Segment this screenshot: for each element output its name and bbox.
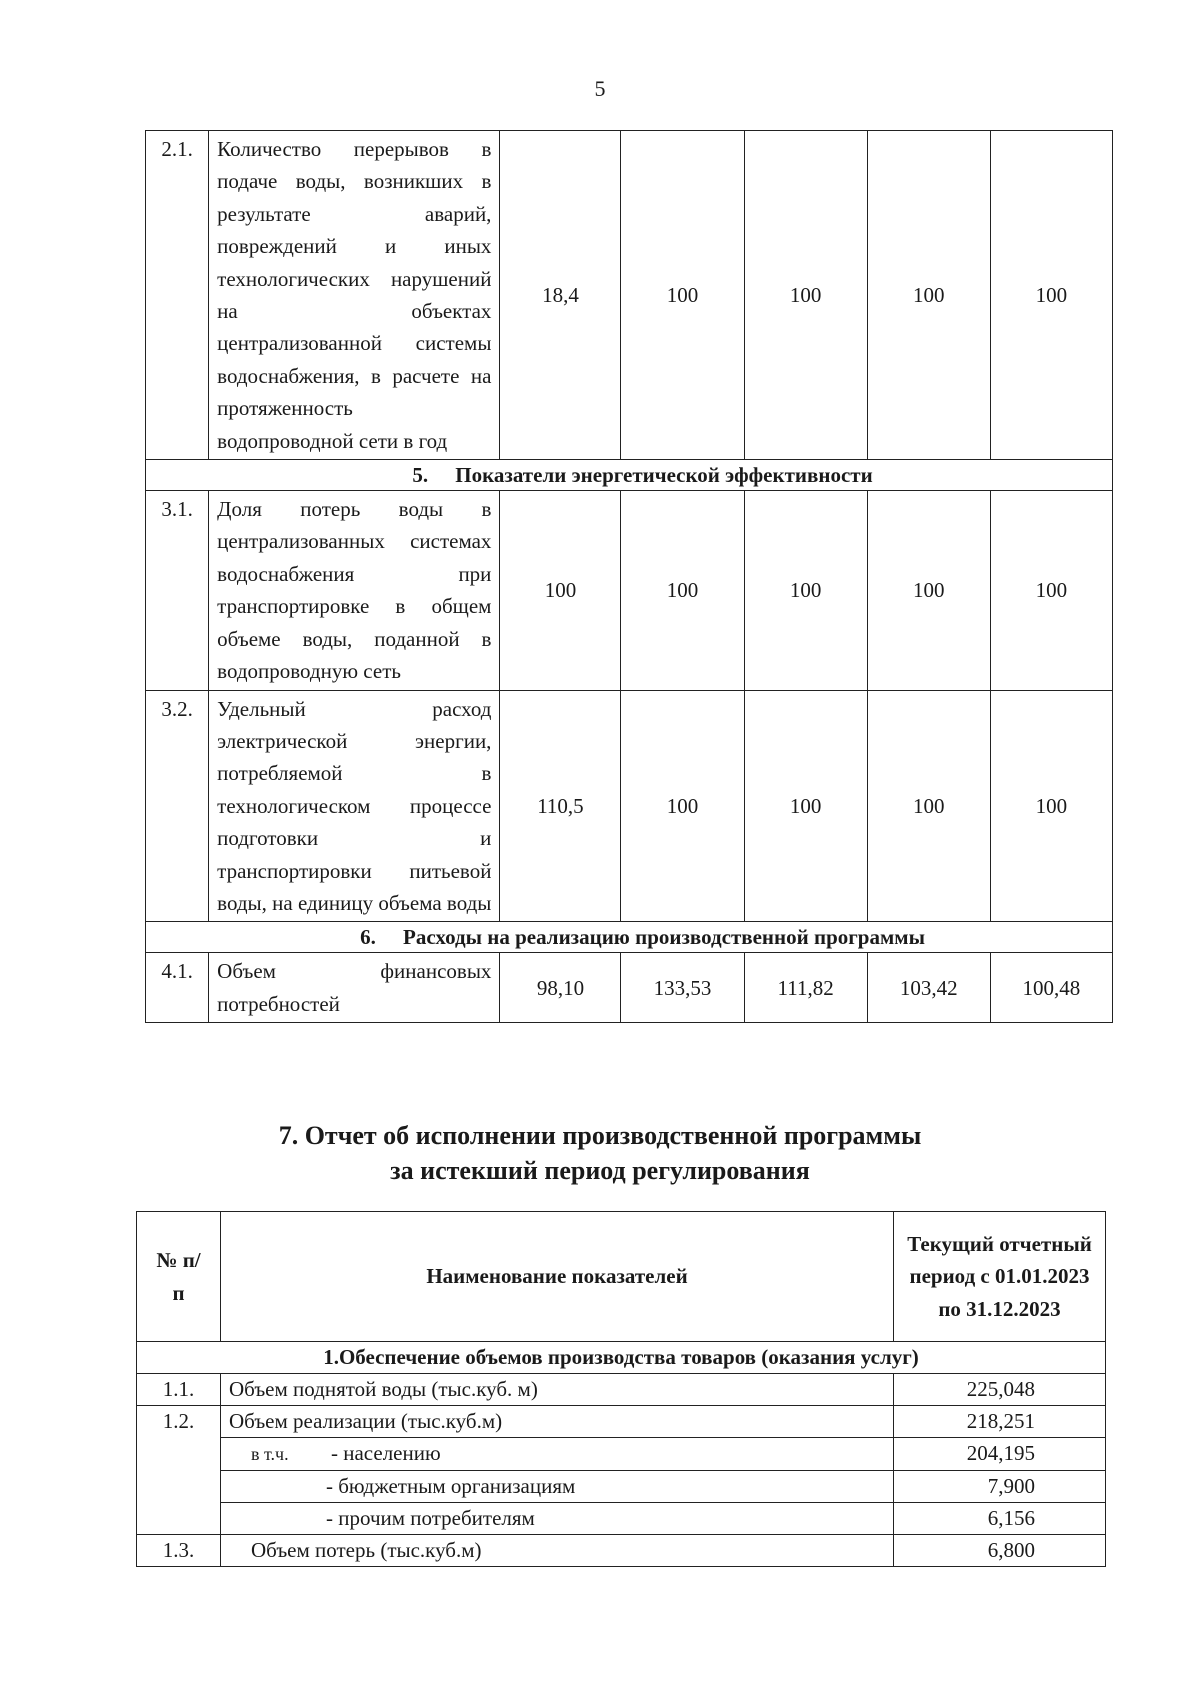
- table-row: [137, 1438, 1106, 1471]
- row-number: 2.1.: [146, 131, 209, 460]
- report-title: [0, 1118, 1200, 1188]
- indicator-value: 100: [500, 491, 621, 690]
- indicator-name: Количество перерывов в подаче воды, возникших в результате аварий, повреждений и иных технологических нарушений на объектах централизованной системы водоснабжения, в расчете на протяженность водопроводной сети в год: [209, 131, 500, 460]
- table-row: [137, 1374, 1106, 1406]
- section-number: 5.: [412, 463, 429, 488]
- indicator-value: 100: [744, 491, 867, 690]
- indicators-table: [145, 130, 1113, 1023]
- section-row: [146, 922, 1113, 953]
- indicator-value: 100,48: [990, 953, 1112, 1023]
- header-name: Наименование показателей: [221, 1212, 894, 1342]
- indicator-value: 100: [990, 131, 1112, 460]
- indicator-value: 225,048: [894, 1374, 1106, 1406]
- indicator-name: Объем потерь (тыс.куб.м): [221, 1535, 894, 1567]
- indicator-name: Объем поднятой воды (тыс.куб. м): [221, 1374, 894, 1406]
- header-row: [137, 1212, 1106, 1342]
- indicator-value: 100: [867, 131, 990, 460]
- indicator-value: 100: [621, 491, 744, 690]
- row-number: 1.2.: [137, 1406, 221, 1535]
- indicator-name: Доля потерь воды в централизованных системах водоснабжения при транспортировке в общем объеме воды, поданной в водопроводную сеть: [209, 491, 500, 690]
- section-number: 6.: [360, 925, 376, 950]
- table-row: [137, 1535, 1106, 1567]
- table-row: [137, 1503, 1106, 1535]
- table-row: [146, 953, 1113, 1023]
- indicator-value: 100: [990, 491, 1112, 690]
- indicator-name: Объем реализации (тыс.куб.м): [221, 1406, 894, 1438]
- section-title: Расходы на реализацию производственной программы: [403, 925, 925, 950]
- row-number: 3.2.: [146, 690, 209, 922]
- section-heading: 1.Обеспечение объемов производства товаров (оказания услуг): [137, 1342, 1106, 1374]
- indicator-value: 6,156: [894, 1503, 1106, 1535]
- indicator-subitem: [221, 1438, 894, 1471]
- row-number: 1.1.: [137, 1374, 221, 1406]
- indicator-name: Удельный расход электрической энергии, потребляемой в технологическом процессе подготовки и транспортировки питьевой воды, на единицу объема воды: [209, 690, 500, 922]
- row-number: 1.3.: [137, 1535, 221, 1567]
- row-number: 3.1.: [146, 491, 209, 690]
- indicator-subitem: - бюджетным организациям: [221, 1471, 894, 1503]
- row-number: 4.1.: [146, 953, 209, 1023]
- section-row: [137, 1342, 1106, 1374]
- subitem-prefix: в т.ч.: [251, 1444, 289, 1464]
- indicator-value: 100: [621, 131, 744, 460]
- indicator-value: 218,251: [894, 1406, 1106, 1438]
- page-number: 5: [594, 76, 606, 101]
- report-table: [136, 1211, 1106, 1567]
- section-row: [146, 460, 1113, 491]
- section-title: Показатели энергетической эффективности: [455, 463, 873, 488]
- table-row: [146, 690, 1113, 922]
- indicator-value: 100: [744, 690, 867, 922]
- indicator-value: 100: [621, 690, 744, 922]
- indicator-value: 100: [744, 131, 867, 460]
- table-row: [146, 131, 1113, 460]
- indicator-value: 7,900: [894, 1471, 1106, 1503]
- table-row: [137, 1406, 1106, 1438]
- section-heading: [146, 460, 1113, 491]
- indicator-value: 100: [990, 690, 1112, 922]
- indicator-value: 100: [867, 491, 990, 690]
- report-title-line-2: за истекший период регулирования: [390, 1156, 810, 1185]
- header-num: № п/п: [137, 1212, 221, 1342]
- section-heading: [146, 922, 1113, 953]
- table-row: [146, 491, 1113, 690]
- indicator-value: 204,195: [894, 1438, 1106, 1471]
- table-row: [137, 1471, 1106, 1503]
- indicator-value: 103,42: [867, 953, 990, 1023]
- indicator-name: Объем финансовых потребностей: [209, 953, 500, 1023]
- indicator-subitem: - прочим потребителям: [221, 1503, 894, 1535]
- indicator-value: 111,82: [744, 953, 867, 1023]
- header-period: Текущий отчетный период с 01.01.2023 по 31.12.2023: [894, 1212, 1106, 1342]
- indicator-value: 6,800: [894, 1535, 1106, 1567]
- indicator-value: 133,53: [621, 953, 744, 1023]
- indicator-value: 98,10: [500, 953, 621, 1023]
- indicator-value: 18,4: [500, 131, 621, 460]
- indicator-value: 100: [867, 690, 990, 922]
- report-title-line-1: 7. Отчет об исполнении производственной программы: [278, 1121, 922, 1150]
- subitem-name: - населению: [331, 1441, 441, 1465]
- indicator-value: 110,5: [500, 690, 621, 922]
